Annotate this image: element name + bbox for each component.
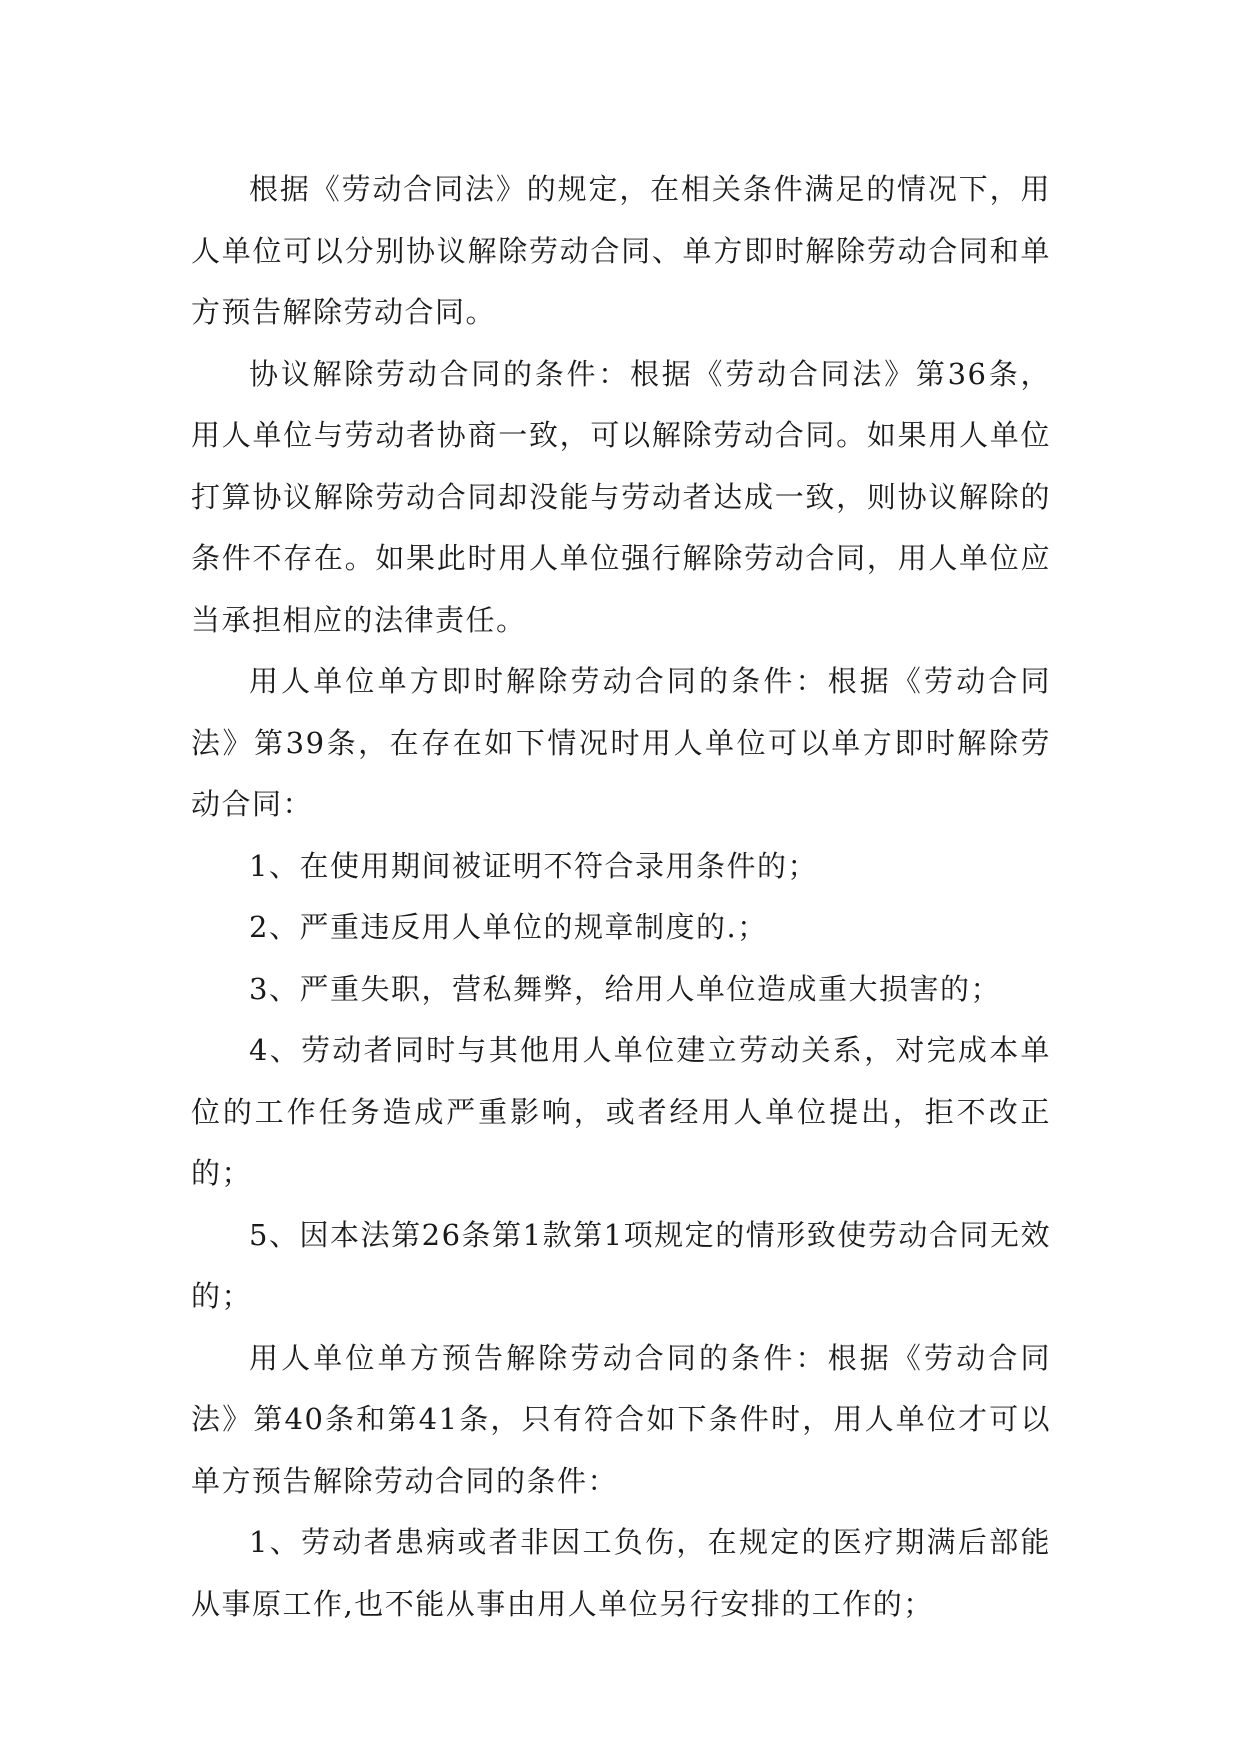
list-item: 3、严重失职，营私舞弊，给用人单位造成重大损害的；: [249, 971, 1001, 1006]
paragraph-intro: 根据《劳动合同法》的规定，在相关条件满足的情况下，用人单位可以分别协议解除劳动合同、单方即时解除劳动合同和单方预告解除劳动合同。: [191, 172, 1051, 329]
list-item: 1、劳动者患病或者非因工负伤，在规定的医疗期满后部能从事原工作,也不能从事由用人单位另行安排的工作的；: [191, 1525, 1051, 1621]
paragraph-immediate-termination: 用人单位单方即时解除劳动合同的条件：根据《劳动合同法》第39条，在存在如下情况时用人单位可以单方即时解除劳动合同：: [191, 664, 1051, 821]
list-item: 4、劳动者同时与其他用人单位建立劳动关系，对完成本单位的工作任务造成严重影响，或者经用人单位提出，拒不改正的；: [191, 1033, 1051, 1190]
list-item: 5、因本法第26条第1款第1项规定的情形致使劳动合同无效的；: [191, 1217, 1051, 1313]
document-body: [191, 159, 1051, 1635]
list-item: 2、严重违反用人单位的规章制度的.；: [249, 910, 768, 944]
paragraph-notice-termination: 用人单位单方预告解除劳动合同的条件：根据《劳动合同法》第40条和第41条，只有符合如下条件时，用人单位才可以单方预告解除劳动合同的条件：: [191, 1340, 1051, 1498]
list-item: 1、在使用期间被证明不符合录用条件的；: [249, 848, 818, 883]
paragraph-agreement-termination: 协议解除劳动合同的条件：根据《劳动合同法》第36条，用人单位与劳动者协商一致，可以解除劳动合同。如果用人单位打算协议解除劳动合同却没能与劳动者达成一致，则协议解除的条件不存在。如果此时用人单位强行解除劳动合同，用人单位应当承担相应的法律责任。: [191, 356, 1051, 637]
